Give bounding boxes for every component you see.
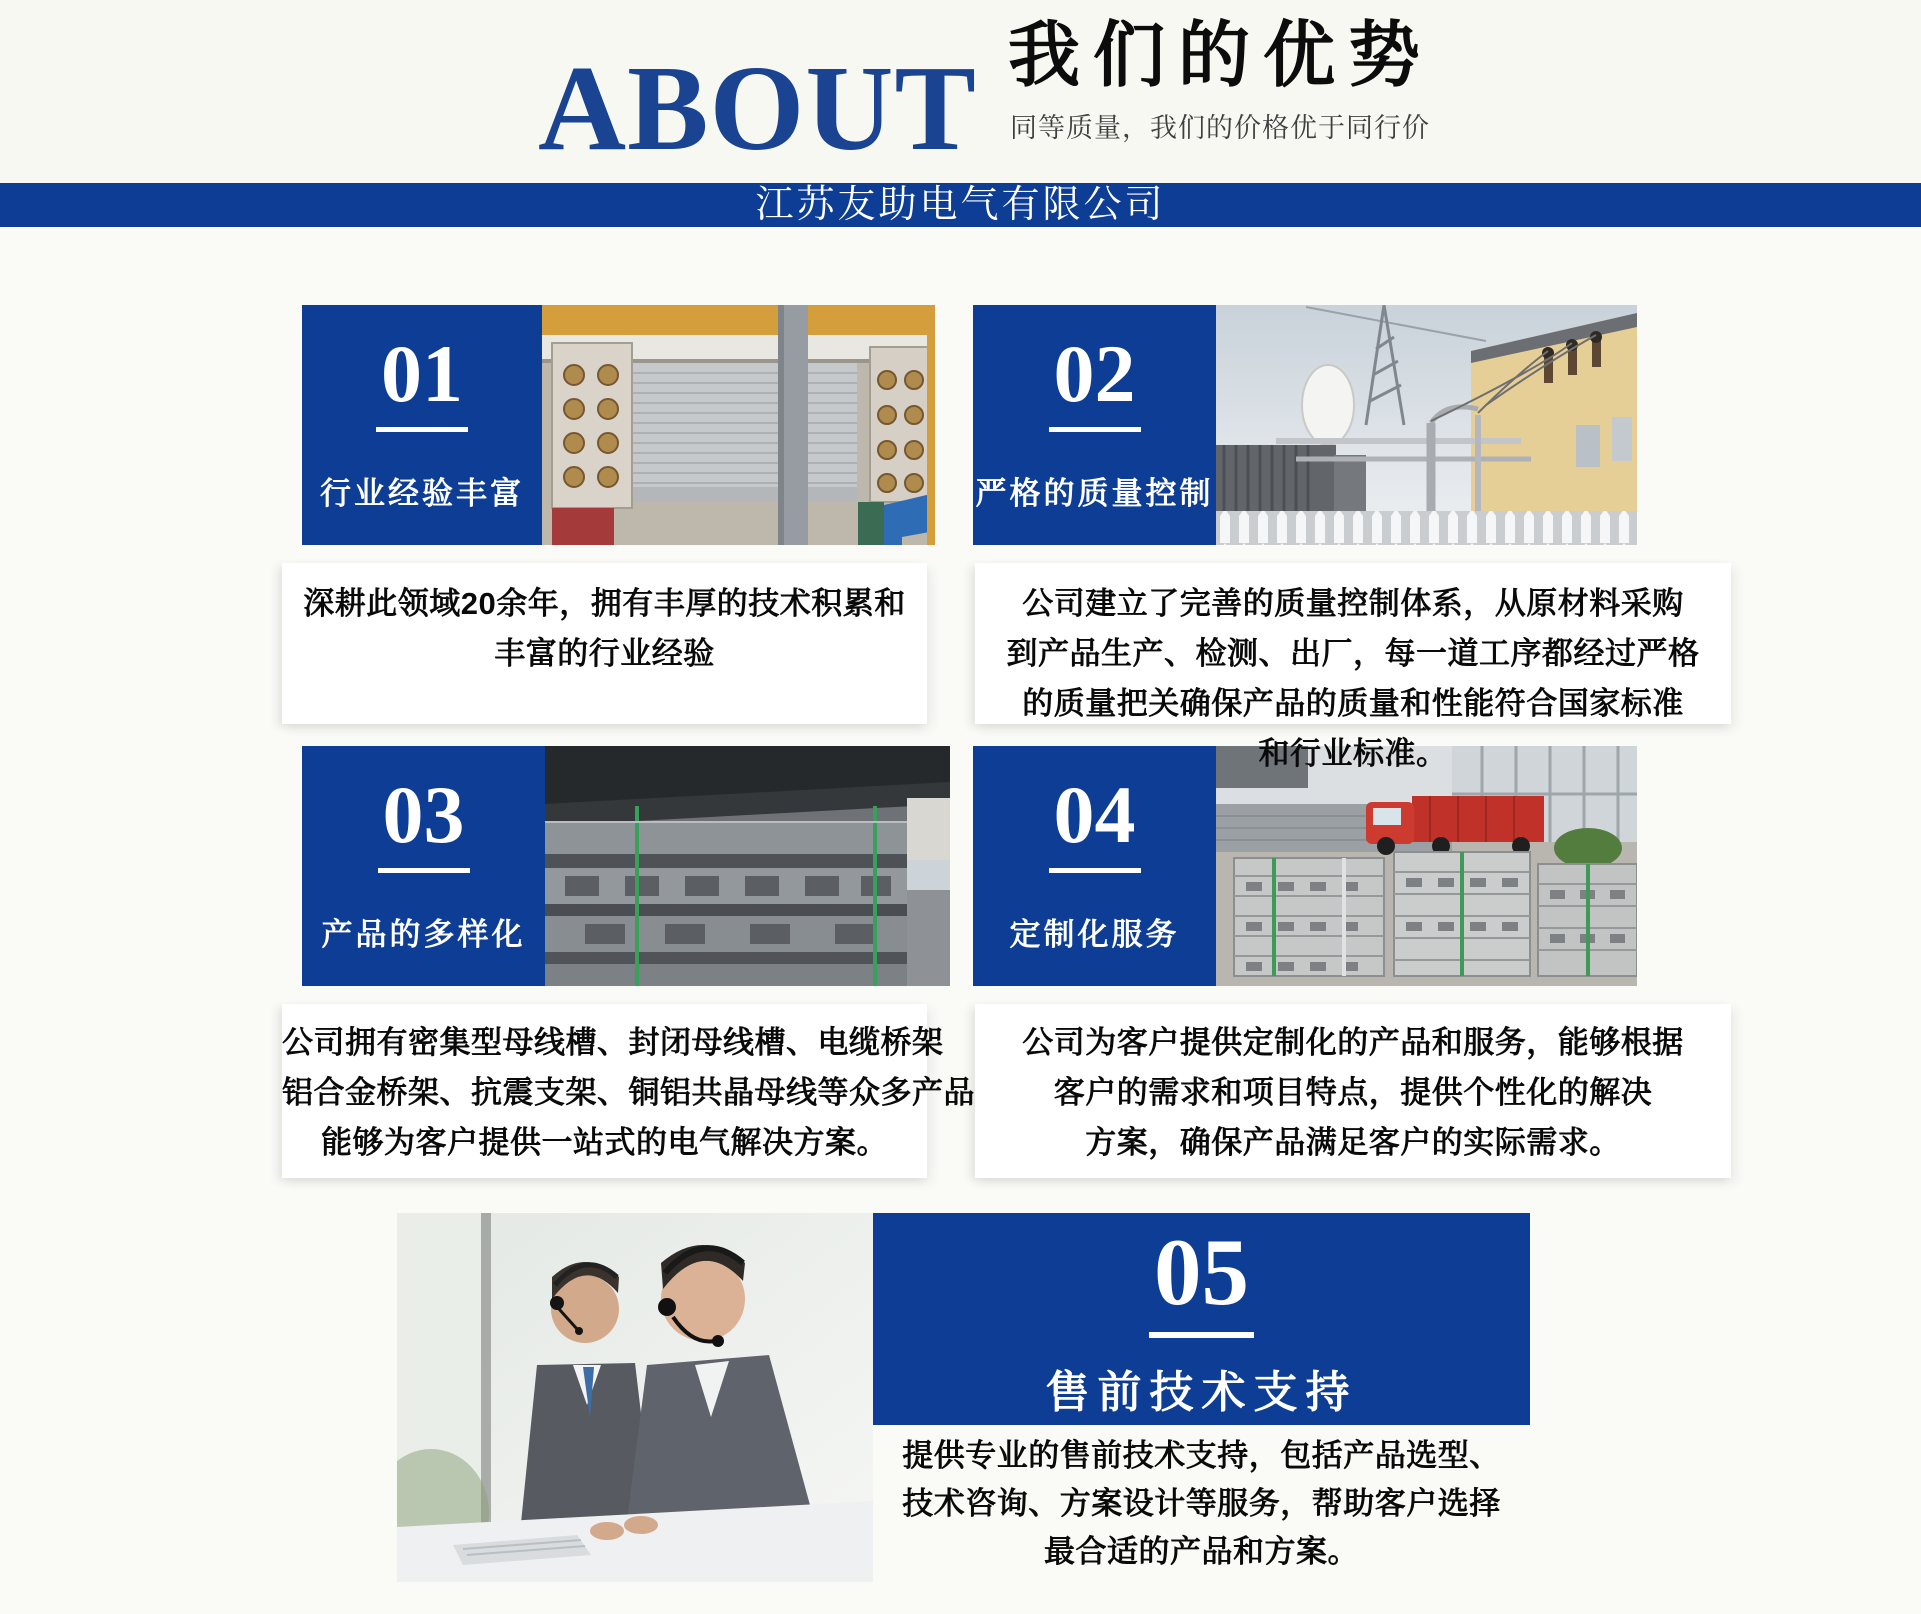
desc-line: 到产品生产、检测、出厂，每一道工序都经过严格 [1006, 636, 1700, 671]
advantage-desc-3 [282, 1004, 975, 1178]
desc-line: 的质量把关确保产品的质量和性能符合国家标准 [1022, 686, 1684, 721]
desc-line: 公司建立了完善的质量控制体系，从原材料采购 [1022, 586, 1684, 621]
desc-line: 丰富的行业经验 [494, 636, 715, 671]
advantage-number-2: 02 [1049, 333, 1141, 432]
desc-line: 公司为客户提供定制化的产品和服务，能够根据 [1022, 1025, 1684, 1060]
advantage-number-3: 03 [378, 774, 470, 873]
page-header [0, 0, 1921, 183]
advantage-card-3 [302, 746, 545, 986]
desc-line: 方案，确保产品满足客户的实际需求。 [1085, 1125, 1621, 1160]
page-title: 我们的优势 [1008, 16, 1434, 96]
advantage-desc-4 [975, 1004, 1731, 1178]
desc-line-overflow: 和行业标准。 [1258, 736, 1448, 771]
substation-site-photo [1216, 305, 1637, 545]
advantage-label-4: 定制化服务 [1009, 917, 1180, 952]
advantage-desc-1 [282, 563, 927, 724]
advantage-desc-5 [873, 1432, 1530, 1576]
factory-yard-shipping-photo [1216, 746, 1637, 986]
advantage-card-5 [873, 1213, 1530, 1425]
advantage-label-3: 产品的多样化 [321, 917, 526, 952]
title-group [1008, 16, 1433, 145]
advantage-card-1 [302, 305, 542, 545]
desc-line: 最合适的产品和方案。 [1044, 1534, 1359, 1569]
advantage-desc-2 [975, 563, 1731, 771]
advantage-number-4: 04 [1049, 774, 1141, 873]
busbar-joint-closeup-photo [542, 305, 935, 545]
desc-line: 提供专业的售前技术支持，包括产品选型、 [902, 1438, 1501, 1473]
advantage-card-2 [973, 305, 1216, 545]
desc-line: 深耕此领域20余年，拥有丰厚的技术积累和 [303, 586, 906, 621]
about-label: ABOUT [538, 41, 977, 176]
company-banner: 江苏友助电气有限公司 [0, 183, 1921, 227]
cable-tray-stock-photo [545, 746, 950, 986]
desc-line: 客户的需求和项目特点，提供个性化的解决 [1053, 1075, 1653, 1110]
advantage-number-5: 05 [1149, 1225, 1254, 1338]
desc-line: 公司拥有密集型母线槽、封闭母线槽、电缆桥架 [282, 1025, 944, 1060]
desc-line: 铝合金桥架、抗震支架、铜铝共晶母线等众多产品 [282, 1075, 975, 1110]
desc-line: 技术咨询、方案设计等服务，帮助客户选择 [902, 1486, 1501, 1521]
advantage-label-5: 售前技术支持 [1045, 1368, 1358, 1417]
page-subtitle: 同等质量，我们的价格优于同行价 [1010, 113, 1430, 143]
advantage-label-2: 严格的质量控制 [975, 476, 1214, 511]
advantage-card-4 [973, 746, 1216, 986]
desc-line: 能够为客户提供一站式的电气解决方案。 [321, 1125, 888, 1160]
advantage-label-1: 行业经验丰富 [320, 476, 524, 511]
advantage-number-1: 01 [376, 333, 468, 432]
customer-service-team-photo [397, 1213, 873, 1582]
